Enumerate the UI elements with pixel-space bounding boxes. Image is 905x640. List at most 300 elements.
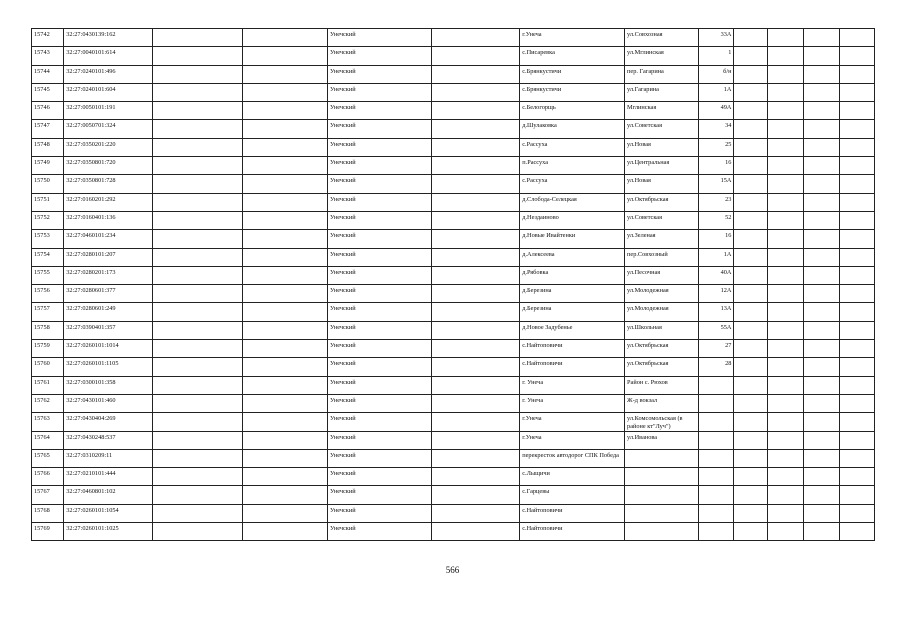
empty-cell (242, 29, 327, 47)
locality-cell: с.Найтоповичи (520, 504, 625, 522)
empty-cell (242, 449, 327, 467)
empty-cell (242, 358, 327, 376)
record-number-cell: 15765 (32, 449, 64, 467)
street-cell: ул.Октябрьская (625, 340, 699, 358)
empty-cell (242, 193, 327, 211)
empty-cell (803, 449, 840, 467)
locality-cell: с.Гарцевы (520, 486, 625, 504)
empty-cell (734, 321, 767, 339)
empty-cell (734, 523, 767, 541)
record-number-cell: 15768 (32, 504, 64, 522)
empty-cell (803, 358, 840, 376)
empty-cell (803, 47, 840, 65)
empty-cell (840, 266, 875, 284)
house-number-cell (698, 523, 734, 541)
cadastral-number-cell: 32:27:0260101:1025 (64, 523, 153, 541)
locality-cell: д.Алексеева (520, 248, 625, 266)
empty-cell (431, 394, 520, 412)
table-row (32, 29, 875, 47)
house-number-cell: 16 (698, 157, 734, 175)
empty-cell (767, 468, 803, 486)
empty-cell (767, 266, 803, 284)
empty-cell (242, 102, 327, 120)
empty-cell (734, 285, 767, 303)
empty-cell (767, 523, 803, 541)
record-number-cell: 15755 (32, 266, 64, 284)
empty-cell (734, 358, 767, 376)
record-number-cell: 15742 (32, 29, 64, 47)
locality-cell: д.Нездаиново (520, 211, 625, 229)
house-number-cell: 28 (698, 358, 734, 376)
empty-cell (242, 468, 327, 486)
house-number-cell: 1А (698, 248, 734, 266)
cadastral-number-cell: 32:27:0390401:357 (64, 321, 153, 339)
empty-cell (767, 175, 803, 193)
empty-cell (734, 449, 767, 467)
table-row (32, 431, 875, 449)
empty-cell (803, 303, 840, 321)
empty-cell (840, 157, 875, 175)
locality-cell: с.Рассуха (520, 138, 625, 156)
empty-cell (840, 285, 875, 303)
locality-cell: г.Унеча (520, 413, 625, 431)
registry-table-body (32, 29, 875, 541)
empty-cell (840, 102, 875, 120)
empty-cell (767, 449, 803, 467)
empty-cell (734, 468, 767, 486)
empty-cell (840, 504, 875, 522)
record-number-cell: 15767 (32, 486, 64, 504)
house-number-cell (698, 376, 734, 394)
empty-cell (734, 504, 767, 522)
locality-cell: с.Брянкустичи (520, 83, 625, 101)
empty-cell (242, 230, 327, 248)
district-cell: Унечский (327, 303, 431, 321)
district-cell: Унечский (327, 321, 431, 339)
district-cell: Унечский (327, 211, 431, 229)
record-number-cell: 15763 (32, 413, 64, 431)
table-row (32, 211, 875, 229)
table-row (32, 230, 875, 248)
empty-cell (152, 431, 242, 449)
cadastral-number-cell: 32:27:0350201:220 (64, 138, 153, 156)
empty-cell (242, 138, 327, 156)
empty-cell (734, 102, 767, 120)
empty-cell (152, 193, 242, 211)
locality-cell: перекресток автодорог СПК Победа (520, 449, 625, 467)
table-row (32, 83, 875, 101)
district-cell: Унечский (327, 175, 431, 193)
locality-cell: г. Унеча (520, 394, 625, 412)
empty-cell (803, 468, 840, 486)
district-cell: Унечский (327, 138, 431, 156)
house-number-cell: 13А (698, 303, 734, 321)
empty-cell (734, 394, 767, 412)
cadastral-number-cell: 32:27:0240101:604 (64, 83, 153, 101)
district-cell: Унечский (327, 394, 431, 412)
house-number-cell: 40А (698, 266, 734, 284)
empty-cell (242, 47, 327, 65)
street-cell: ул.Советская (625, 211, 699, 229)
table-row (32, 266, 875, 284)
empty-cell (242, 83, 327, 101)
street-cell: ул.Центральная (625, 157, 699, 175)
street-cell: Район с. Рюхов (625, 376, 699, 394)
district-cell: Унечский (327, 523, 431, 541)
empty-cell (152, 303, 242, 321)
empty-cell (840, 211, 875, 229)
empty-cell (152, 486, 242, 504)
record-number-cell: 15752 (32, 211, 64, 229)
empty-cell (734, 413, 767, 431)
street-cell: ул.Школьная (625, 321, 699, 339)
cadastral-number-cell: 32:27:0160401:136 (64, 211, 153, 229)
empty-cell (803, 175, 840, 193)
house-number-cell: 23 (698, 193, 734, 211)
locality-cell: д.Новое Задубенье (520, 321, 625, 339)
street-cell: Мглинская (625, 102, 699, 120)
empty-cell (431, 65, 520, 83)
house-number-cell: 1А (698, 83, 734, 101)
empty-cell (152, 285, 242, 303)
locality-cell: д.Новые Ивайтенки (520, 230, 625, 248)
empty-cell (152, 248, 242, 266)
locality-cell: с.Рассуха (520, 175, 625, 193)
table-row (32, 120, 875, 138)
street-cell: ул.Советская (625, 120, 699, 138)
empty-cell (840, 120, 875, 138)
cadastral-number-cell: 32:27:0430139:162 (64, 29, 153, 47)
district-cell: Унечский (327, 248, 431, 266)
locality-cell: д.Рябовка (520, 266, 625, 284)
empty-cell (840, 230, 875, 248)
empty-cell (767, 376, 803, 394)
table-row (32, 394, 875, 412)
empty-cell (767, 102, 803, 120)
empty-cell (152, 358, 242, 376)
empty-cell (431, 486, 520, 504)
empty-cell (840, 486, 875, 504)
street-cell: ул.Комсомольская (в районе кт"Луч") (625, 413, 699, 431)
cadastral-number-cell: 32:27:0280601:377 (64, 285, 153, 303)
house-number-cell (698, 468, 734, 486)
street-cell (625, 486, 699, 504)
empty-cell (734, 431, 767, 449)
record-number-cell: 15749 (32, 157, 64, 175)
empty-cell (803, 83, 840, 101)
empty-cell (734, 230, 767, 248)
empty-cell (152, 394, 242, 412)
locality-cell: с.Лыщичи (520, 468, 625, 486)
empty-cell (767, 138, 803, 156)
table-row (32, 157, 875, 175)
empty-cell (242, 523, 327, 541)
empty-cell (431, 193, 520, 211)
cadastral-number-cell: 32:27:0160201:292 (64, 193, 153, 211)
cadastral-number-cell: 32:27:0260101:1014 (64, 340, 153, 358)
empty-cell (152, 29, 242, 47)
empty-cell (767, 394, 803, 412)
street-cell: ул.Октябрьская (625, 358, 699, 376)
empty-cell (734, 138, 767, 156)
empty-cell (152, 413, 242, 431)
district-cell: Унечский (327, 504, 431, 522)
district-cell: Унечский (327, 65, 431, 83)
table-row (32, 358, 875, 376)
empty-cell (840, 468, 875, 486)
empty-cell (242, 211, 327, 229)
empty-cell (803, 431, 840, 449)
street-cell: ул.Зеленая (625, 230, 699, 248)
empty-cell (242, 321, 327, 339)
empty-cell (803, 65, 840, 83)
empty-cell (767, 248, 803, 266)
district-cell: Унечский (327, 29, 431, 47)
empty-cell (767, 230, 803, 248)
empty-cell (767, 285, 803, 303)
table-row (32, 523, 875, 541)
table-row (32, 138, 875, 156)
table-row (32, 47, 875, 65)
empty-cell (767, 157, 803, 175)
empty-cell (840, 413, 875, 431)
empty-cell (431, 248, 520, 266)
empty-cell (431, 449, 520, 467)
empty-cell (840, 248, 875, 266)
locality-cell: с.Найтоповичи (520, 523, 625, 541)
district-cell: Унечский (327, 449, 431, 467)
district-cell: Унечский (327, 340, 431, 358)
locality-cell: д.Березина (520, 285, 625, 303)
locality-cell: г.Унеча (520, 29, 625, 47)
house-number-cell (698, 394, 734, 412)
empty-cell (840, 358, 875, 376)
street-cell: ул.Гагарина (625, 83, 699, 101)
table-row (32, 102, 875, 120)
locality-cell: с.Брянкустичи (520, 65, 625, 83)
empty-cell (431, 230, 520, 248)
cadastral-number-cell: 32:27:0460801:102 (64, 486, 153, 504)
empty-cell (431, 340, 520, 358)
street-cell (625, 523, 699, 541)
empty-cell (431, 358, 520, 376)
district-cell: Унечский (327, 230, 431, 248)
district-cell: Унечский (327, 358, 431, 376)
empty-cell (767, 47, 803, 65)
record-number-cell: 15764 (32, 431, 64, 449)
empty-cell (431, 83, 520, 101)
empty-cell (431, 321, 520, 339)
empty-cell (734, 120, 767, 138)
cadastral-number-cell: 32:27:0430404:269 (64, 413, 153, 431)
empty-cell (431, 285, 520, 303)
house-number-cell: 52 (698, 211, 734, 229)
record-number-cell: 15758 (32, 321, 64, 339)
empty-cell (431, 211, 520, 229)
cadastral-number-cell: 32:27:0040101:614 (64, 47, 153, 65)
empty-cell (803, 376, 840, 394)
empty-cell (803, 193, 840, 211)
record-number-cell: 15756 (32, 285, 64, 303)
record-number-cell: 15762 (32, 394, 64, 412)
street-cell: ул.Совхозная (625, 29, 699, 47)
record-number-cell: 15747 (32, 120, 64, 138)
house-number-cell (698, 449, 734, 467)
empty-cell (152, 157, 242, 175)
empty-cell (803, 211, 840, 229)
empty-cell (803, 340, 840, 358)
empty-cell (152, 102, 242, 120)
street-cell: ул.Молодежная (625, 303, 699, 321)
empty-cell (803, 285, 840, 303)
district-cell: Унечский (327, 486, 431, 504)
empty-cell (152, 83, 242, 101)
empty-cell (803, 157, 840, 175)
street-cell: пер. Гагарина (625, 65, 699, 83)
record-number-cell: 15760 (32, 358, 64, 376)
district-cell: Унечский (327, 157, 431, 175)
table-row (32, 504, 875, 522)
empty-cell (152, 321, 242, 339)
cadastral-number-cell: 32:27:0210101:444 (64, 468, 153, 486)
district-cell: Унечский (327, 376, 431, 394)
record-number-cell: 15750 (32, 175, 64, 193)
empty-cell (734, 248, 767, 266)
locality-cell: д.Слобода-Селецкая (520, 193, 625, 211)
empty-cell (734, 376, 767, 394)
empty-cell (431, 523, 520, 541)
cadastral-number-cell: 32:27:0280101:207 (64, 248, 153, 266)
empty-cell (242, 175, 327, 193)
empty-cell (840, 321, 875, 339)
empty-cell (840, 303, 875, 321)
record-number-cell: 15745 (32, 83, 64, 101)
cadastral-number-cell: 32:27:0310209:11 (64, 449, 153, 467)
empty-cell (803, 29, 840, 47)
district-cell: Унечский (327, 83, 431, 101)
empty-cell (840, 449, 875, 467)
empty-cell (734, 193, 767, 211)
empty-cell (734, 157, 767, 175)
district-cell: Унечский (327, 266, 431, 284)
table-row (32, 486, 875, 504)
cadastral-number-cell: 32:27:0260101:1054 (64, 504, 153, 522)
empty-cell (152, 230, 242, 248)
street-cell: ул.Октябрьская (625, 193, 699, 211)
empty-cell (840, 523, 875, 541)
empty-cell (431, 266, 520, 284)
locality-cell: д.Березина (520, 303, 625, 321)
house-number-cell: 16 (698, 230, 734, 248)
empty-cell (767, 486, 803, 504)
house-number-cell: 33А (698, 29, 734, 47)
district-cell: Унечский (327, 413, 431, 431)
locality-cell: г. Унеча (520, 376, 625, 394)
empty-cell (152, 211, 242, 229)
empty-cell (431, 431, 520, 449)
empty-cell (242, 120, 327, 138)
empty-cell (242, 394, 327, 412)
empty-cell (734, 266, 767, 284)
record-number-cell: 15761 (32, 376, 64, 394)
house-number-cell (698, 504, 734, 522)
empty-cell (152, 376, 242, 394)
empty-cell (152, 138, 242, 156)
empty-cell (431, 157, 520, 175)
house-number-cell: 25 (698, 138, 734, 156)
cadastral-number-cell: 32:27:0050701:324 (64, 120, 153, 138)
table-row (32, 285, 875, 303)
district-cell: Унечский (327, 47, 431, 65)
empty-cell (242, 340, 327, 358)
street-cell: ул.Иванова (625, 431, 699, 449)
empty-cell (242, 266, 327, 284)
locality-cell: с.Писаревка (520, 47, 625, 65)
empty-cell (767, 413, 803, 431)
table-row (32, 248, 875, 266)
house-number-cell: 34 (698, 120, 734, 138)
empty-cell (152, 504, 242, 522)
empty-cell (803, 504, 840, 522)
record-number-cell: 15766 (32, 468, 64, 486)
empty-cell (152, 468, 242, 486)
empty-cell (431, 175, 520, 193)
street-cell (625, 468, 699, 486)
empty-cell (840, 138, 875, 156)
empty-cell (803, 138, 840, 156)
empty-cell (803, 413, 840, 431)
empty-cell (242, 157, 327, 175)
street-cell: ул.Новая (625, 138, 699, 156)
empty-cell (767, 340, 803, 358)
empty-cell (431, 504, 520, 522)
house-number-cell (698, 431, 734, 449)
street-cell (625, 504, 699, 522)
empty-cell (803, 266, 840, 284)
empty-cell (431, 120, 520, 138)
district-cell: Унечский (327, 468, 431, 486)
empty-cell (152, 47, 242, 65)
street-cell: ул.Новая (625, 175, 699, 193)
cadastral-number-cell: 32:27:0300101:358 (64, 376, 153, 394)
empty-cell (767, 431, 803, 449)
locality-cell: д.Шулаковка (520, 120, 625, 138)
record-number-cell: 15746 (32, 102, 64, 120)
empty-cell (803, 230, 840, 248)
empty-cell (734, 47, 767, 65)
empty-cell (734, 340, 767, 358)
empty-cell (431, 413, 520, 431)
empty-cell (840, 376, 875, 394)
cadastral-number-cell: 32:27:0240101:496 (64, 65, 153, 83)
empty-cell (152, 523, 242, 541)
empty-cell (152, 65, 242, 83)
registry-table (31, 28, 875, 541)
locality-cell: г.Унеча (520, 431, 625, 449)
empty-cell (152, 175, 242, 193)
empty-cell (840, 47, 875, 65)
empty-cell (803, 523, 840, 541)
empty-cell (152, 266, 242, 284)
table-row (32, 449, 875, 467)
empty-cell (242, 486, 327, 504)
empty-cell (767, 358, 803, 376)
table-row (32, 321, 875, 339)
house-number-cell (698, 413, 734, 431)
record-number-cell: 15759 (32, 340, 64, 358)
empty-cell (242, 431, 327, 449)
record-number-cell: 15757 (32, 303, 64, 321)
